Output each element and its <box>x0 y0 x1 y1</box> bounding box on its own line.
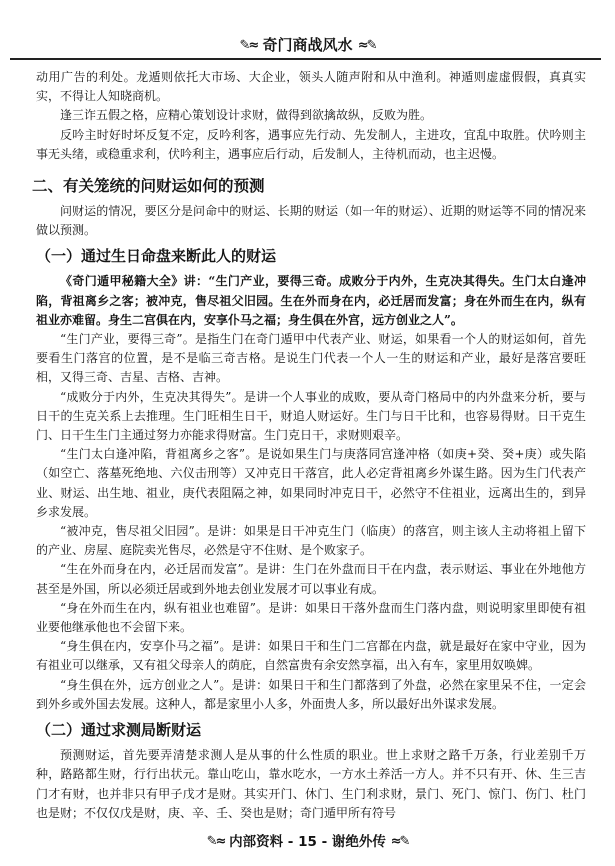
quote-paragraph: 《奇门遁甲秘籍大全》讲：“生门产业，要得三奇。成败分于内外，生克决其得失。生门太白逢冲陷，背祖离乡之客；被冲克，售尽祖父旧园。生在外而身在内，必迁居而发富；身在外而生在内，纵有祖业亦难留。身生二宫俱在内，安享仆马之福；身生俱在外宫，远方创业之人”。 <box>36 274 586 327</box>
paragraph: 动用广告的利处。龙遁则依托大市场、大企业，领头人随声附和从中渔利。神遁则虚虚假假，真真实实，不得让人知晓商机。 <box>36 70 586 104</box>
footer-text: 内部资料 - 15 - 谢绝外传 <box>229 834 386 850</box>
paragraph: “被冲克，售尽祖父旧园”。是讲：如果是日干冲克生门（临庚）的落宫，则主该人主动将祖上留下的产业、房屋、庭院卖光售尽，必然是守不住财、是个败家子。 <box>36 524 586 558</box>
subsection-heading: （二）通过求测局断财运 <box>36 721 202 740</box>
paragraph: 反吟主时好时坏反复不定，反吟利客，遇事应先行动、先发制人，主进攻，宜乱中取胜。伏吟则主事无头绪，或稳重求利，伏吟利主，遇事应后行动，后发制人，主待机而动，也主迟慢。 <box>36 127 586 161</box>
ornament-right-icon: ≈✎ <box>357 38 376 53</box>
subsection-heading: （一）通过生日命盘来断此人的财运 <box>36 247 277 266</box>
section-heading: 二、有关笼统的问财运如何的预测 <box>32 177 265 196</box>
paragraph: 预测财运，首先要弄清楚求测人是从事的什么性质的职业。世上求财之路千万条，行业差别千万种，路路都生财，行行出状元。靠山吃山，靠水吃水，一方水土养活一方人。并不只有开、休、生三吉门才有财，也并非只有甲子戊才是财。其实开门、休门、生门利求财，景门、死门、惊门、伤门、杜门也是财；不仅仅戊是财，庚、辛、壬、癸也是财；奇门遁甲所有符号 <box>36 748 586 820</box>
page-header <box>0 0 615 66</box>
paragraph: “生在外而身在内，必迁居而发富”。是讲：生门在外盘而日干在内盘，表示财运、事业在外地他方甚至是外国，所以必须迁居或到外地去创业发展才可以事业有成。 <box>36 562 586 596</box>
ornament-right-icon: ≈✎ <box>390 834 409 849</box>
header-title: 奇门商战风水 <box>262 36 353 54</box>
paragraph: 问财运的情况，要区分是问命中的财运、长期的财运（如一年的财运）、近期的财运等不同的情况来做以预测。 <box>36 204 586 238</box>
ornament-left-icon: ✎≈ <box>239 38 258 53</box>
paragraph: “身生俱在外，远方创业之人”。是讲：如果日干和生门都落到了外盘，必然在家里呆不住，一定会到外乡或外国去发展。这种人，都是家里小人多，外面贵人多，所以最好出外谋求发展。 <box>36 677 586 711</box>
paragraph: “生门太白逢冲陷，背祖离乡之客”。是说如果生门与庚落同宫逢冲格（如庚+癸、癸+庚）或失陷（如空亡、落墓死绝地、六仪击刑等）又冲克日干落宫，此人必定背祖离乡外谋生路。因为生门代表产业、财运、出生地、祖业，庚代表阻隔之神，如果同时冲克日干，必然守不住祖业，远离出生的，到异乡求发展。 <box>36 447 586 519</box>
header-rule <box>10 58 601 60</box>
page-content <box>32 68 586 823</box>
paragraph: “身生俱在内，安享仆马之福”。是讲：如果日干和生门二宫都在内盘，就是最好在家中守业，因为有祖业可以继承，又有祖父母亲人的荫庇，自然富贵有余安然享福，出入有车，家里用奴唤婢。 <box>36 639 586 673</box>
paragraph: “成败分于内外，生克决其得失”。是讲一个人事业的成败，要从奇门格局中的内外盘来分析，要与日干的生克关系上去推理。生门旺相生日干，财追人财运好。生门与日干比和，也容易得财。日干克生门、日干生生门主通过努力亦能求得财富。生门克日干，求财则艰辛。 <box>36 389 586 443</box>
paragraph: “生门产业，要得三奇”。是指生门在奇门遁甲中代表产业、财运，如果看一个人的财运如何，首先要看生门落宫的位置，是不是临三奇吉格。是说生门代表一个人一生的财运和产业，最好是落宫要旺相，又得三奇、吉星、吉格、吉神。 <box>36 332 586 385</box>
header-title-wrap <box>0 34 615 55</box>
ornament-left-icon: ✎≈ <box>206 834 225 849</box>
paragraph: “身在外而生在内，纵有祖业也难留”。是讲：如果日干落外盘而生门落内盘，则说明家里即使有祖业要他继承他也不会留下来。 <box>36 600 586 635</box>
paragraph: 逢三诈五假之格，应精心策划设计求财，做得到欲擒故纵，反败为胜。 <box>60 108 433 123</box>
page-footer <box>0 830 615 850</box>
